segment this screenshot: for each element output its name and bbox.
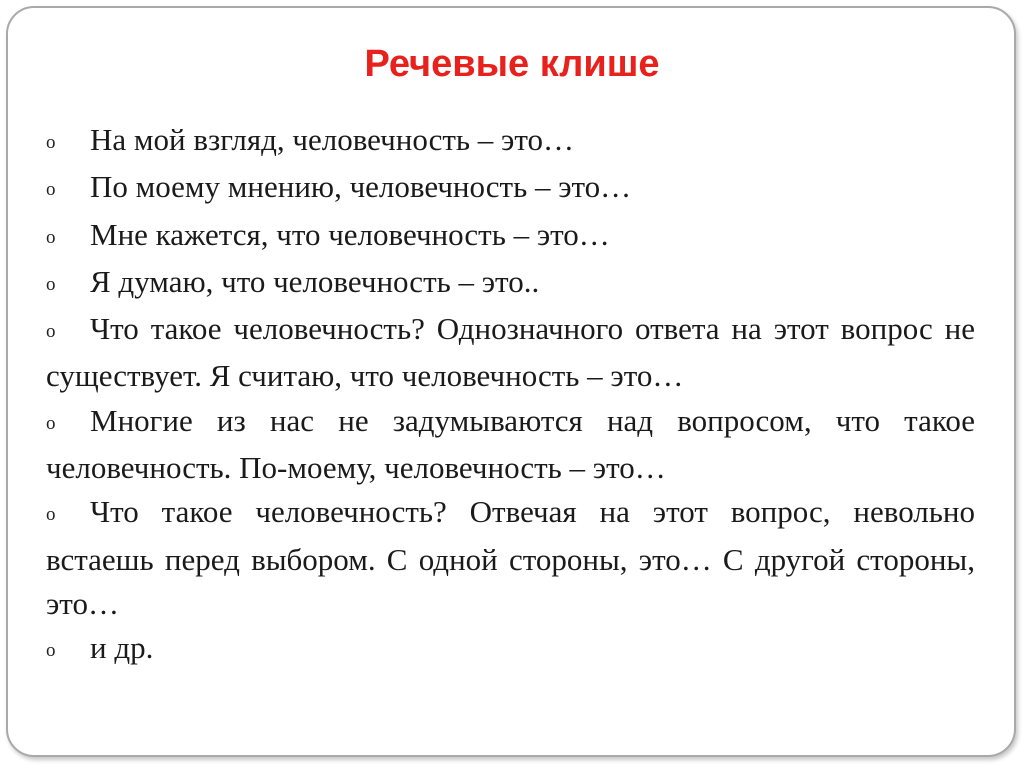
list-item xyxy=(46,626,975,673)
list-item-text: Мне кажется, что человечность – это… xyxy=(90,216,610,252)
list-item-text: Что такое человечность? Отвечая на этот вопрос, невольно встаешь перед выбором. С одной стороны, это… С другой стороны, это… xyxy=(46,494,975,621)
list-item xyxy=(46,307,975,399)
slide-title: Речевые клише xyxy=(364,43,660,85)
bullet-icon: o xyxy=(46,640,56,662)
list-item-text: По моему мнению, человечность – это… xyxy=(90,169,632,205)
bullet-icon: o xyxy=(46,132,56,153)
phrase-list xyxy=(46,118,975,674)
bullet-icon: o xyxy=(46,273,56,295)
list-item-text: Я думаю, что человечность – это.. xyxy=(90,263,540,299)
bullet-icon: o xyxy=(46,179,56,201)
list-item xyxy=(46,118,975,165)
bullet-icon: o xyxy=(46,412,56,434)
list-item xyxy=(46,213,975,260)
list-item xyxy=(46,260,975,307)
list-item-text: На мой взгляд, человечность – это… xyxy=(90,122,574,157)
list-item xyxy=(46,165,975,212)
bullet-icon: o xyxy=(46,321,56,343)
bullet-icon: o xyxy=(46,504,56,526)
list-item-text: и др. xyxy=(90,630,154,666)
list-item-text: Что такое человечность? Однозначного ответа на этот вопрос не существует. Я считаю, что человечность – это… xyxy=(46,311,975,394)
bullet-icon: o xyxy=(46,226,56,248)
list-item-text: Многие из нас не задумываются над вопросом, что такое человечность. По-моему, человечность – это… xyxy=(46,402,975,486)
list-item xyxy=(46,399,975,491)
list-item xyxy=(46,490,975,626)
